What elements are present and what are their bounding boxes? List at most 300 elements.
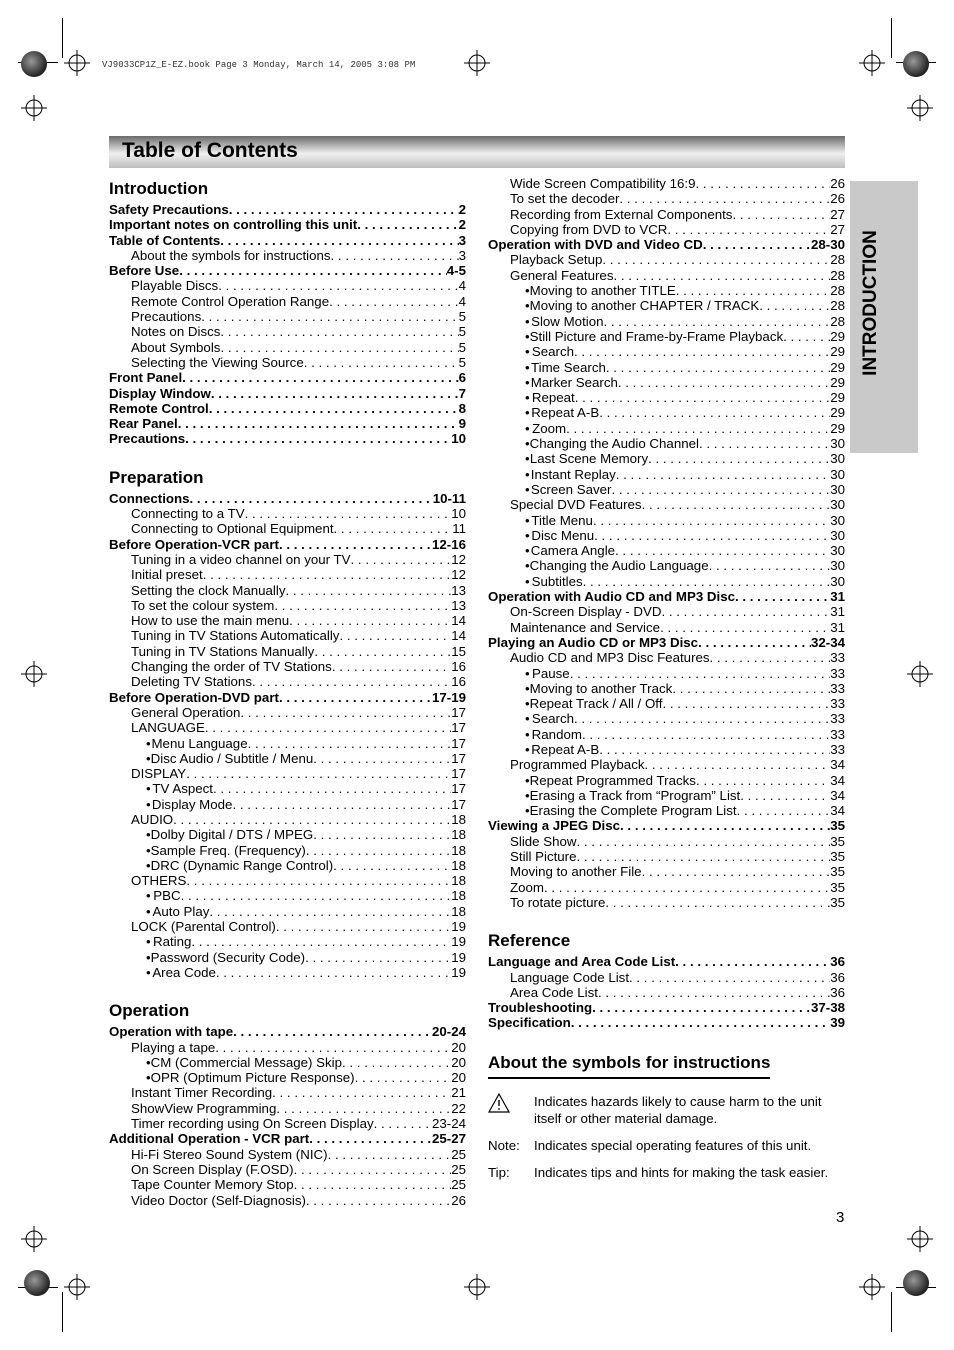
toc-entry xyxy=(488,864,845,879)
toc-entry-page: 34 xyxy=(830,787,845,803)
toc-entry-text: Auto Play xyxy=(152,903,210,919)
bullet-icon: • xyxy=(525,405,530,421)
toc-entry-title xyxy=(530,681,673,696)
toc-entry-title xyxy=(131,674,252,689)
toc-entry-text: Recording from External Components xyxy=(510,206,733,222)
toc-entry xyxy=(488,237,845,252)
toc-entry xyxy=(488,589,845,604)
toc-entry-page: 12 xyxy=(451,567,466,583)
toc-entry-page: 19 xyxy=(451,949,466,965)
toc-entry-text: Language Code List xyxy=(510,969,630,985)
toc-entry-title xyxy=(488,954,675,969)
section-heading: Reference xyxy=(488,931,571,951)
toc-entry xyxy=(109,781,466,796)
dot-leader xyxy=(248,736,452,751)
toc-entry xyxy=(109,309,466,324)
toc-left-column xyxy=(109,176,466,1208)
dot-leader xyxy=(661,604,830,619)
toc-entry-page: 28 xyxy=(830,298,845,314)
toc-entry-title xyxy=(510,849,577,864)
dot-leader xyxy=(606,360,830,375)
toc-entry-page: 26 xyxy=(451,1192,466,1208)
toc-entry-text: Rear Panel xyxy=(109,416,178,432)
toc-entry-page: 19 xyxy=(451,964,466,980)
bullet-icon: • xyxy=(146,796,151,812)
toc-entry-page: 33 xyxy=(830,741,845,757)
toc-entry-text: DISPLAY xyxy=(131,766,187,782)
toc-entry-title xyxy=(131,613,289,628)
toc-entry-title xyxy=(131,659,332,674)
toc-entry-title xyxy=(131,248,331,263)
toc-entry-title xyxy=(510,191,619,206)
toc-entry-page: 35 xyxy=(830,849,845,865)
dot-leader xyxy=(599,405,830,420)
symbol-key: Tip: xyxy=(488,1164,510,1180)
symbol-item-note xyxy=(488,1137,845,1154)
dot-leader xyxy=(201,309,458,324)
toc-entry-page: 5 xyxy=(458,339,466,355)
toc-entry-title xyxy=(510,207,732,222)
toc-entry-title xyxy=(531,314,603,329)
toc-entry-text: Zoom xyxy=(532,420,567,436)
toc-entry-title xyxy=(531,467,616,482)
dot-leader xyxy=(604,314,831,329)
toc-entry xyxy=(488,604,845,619)
dot-leader xyxy=(328,1147,452,1162)
toc-entry-title xyxy=(530,329,783,344)
toc-entry xyxy=(109,506,466,521)
toc-entry xyxy=(109,491,466,506)
dot-leader xyxy=(583,574,831,589)
toc-entry-title xyxy=(488,635,698,650)
toc-entry-title xyxy=(510,252,602,267)
toc-entry-page: 29 xyxy=(830,344,845,360)
dot-leader xyxy=(577,849,831,864)
toc-entry-text: To set the colour system xyxy=(131,597,275,613)
bullet-icon: • xyxy=(146,888,151,904)
toc-entry-text: AUDIO xyxy=(131,811,174,827)
toc-entry-text: Wide Screen Compatibility 16:9 xyxy=(510,176,696,191)
toc-entry xyxy=(488,176,845,191)
toc-entry-text: Precautions xyxy=(109,431,186,447)
toc-entry-text: Tape Counter Memory Stop xyxy=(131,1177,294,1193)
toc-entry xyxy=(488,558,845,573)
dot-leader xyxy=(676,283,830,298)
bullet-icon: • xyxy=(146,750,151,766)
toc-entry xyxy=(488,222,845,237)
dot-leader xyxy=(285,583,451,598)
toc-entry-title xyxy=(510,176,696,191)
toc-entry-text: Initial preset xyxy=(131,567,203,583)
toc-entry xyxy=(488,451,845,466)
toc-entry-title xyxy=(151,950,305,965)
section-heading: Introduction xyxy=(109,179,209,198)
toc-entry-text: Erasing a Track from “Program” List xyxy=(529,787,741,803)
toc-entry-page: 33 xyxy=(830,726,845,742)
toc-entry-title xyxy=(531,528,594,543)
dot-leader xyxy=(645,757,831,772)
dot-leader xyxy=(314,644,451,659)
toc-entry xyxy=(109,583,466,598)
dot-leader xyxy=(709,558,831,573)
dot-leader xyxy=(220,340,458,355)
dot-leader xyxy=(577,834,831,849)
dot-leader xyxy=(740,788,830,803)
toc-entry-title xyxy=(131,644,314,659)
bullet-icon: • xyxy=(525,512,530,528)
dot-leader xyxy=(276,1101,451,1116)
title-bar xyxy=(109,136,845,168)
toc-entry-text: Repeat Programmed Tracks xyxy=(529,772,696,788)
toc-entry-text: Search xyxy=(531,711,575,727)
toc-entry xyxy=(488,314,845,329)
toc-entry-title xyxy=(510,604,661,619)
toc-entry-text: Erasing the Complete Program List xyxy=(529,803,737,819)
crop-mark xyxy=(62,18,63,58)
toc-entry-page: 30 xyxy=(830,436,845,452)
toc-entry-page: 7 xyxy=(458,385,466,401)
toc-entry-page: 28 xyxy=(830,283,845,299)
toc-entry-page: 13 xyxy=(451,597,466,613)
symbols-section xyxy=(488,1031,845,1181)
toc-entry-page: 30 xyxy=(830,466,845,482)
dot-leader xyxy=(220,324,458,339)
toc-entry xyxy=(488,329,845,344)
symbol-key xyxy=(488,1093,534,1127)
toc-entry-page: 10 xyxy=(451,431,466,447)
registration-target-icon xyxy=(907,661,933,687)
toc-entry-text: General Features xyxy=(510,267,614,283)
toc-entry xyxy=(109,1147,466,1162)
toc-entry-page: 35 xyxy=(830,894,845,910)
toc-entry xyxy=(109,919,466,934)
toc-entry-page: 16 xyxy=(451,674,466,690)
toc-entry-title xyxy=(510,620,660,635)
toc-entry-page: 17 xyxy=(451,796,466,812)
toc-entry-title xyxy=(531,360,606,375)
registration-target-icon xyxy=(21,1226,47,1252)
dot-leader xyxy=(732,207,830,222)
registration-target-icon xyxy=(21,661,47,687)
toc-entry-title xyxy=(131,1101,276,1116)
symbol-text: Indicates special operating features of this unit. xyxy=(534,1137,812,1153)
toc-entry xyxy=(488,482,845,497)
section-heading: Operation xyxy=(109,1001,190,1021)
toc-entry xyxy=(488,696,845,711)
dot-leader xyxy=(696,773,830,788)
toc-entry-page: 35 xyxy=(830,879,845,895)
dot-leader xyxy=(289,613,451,628)
toc-entry xyxy=(109,263,466,278)
toc-entry-page: 30 xyxy=(830,451,845,467)
toc-entry-page: 31 xyxy=(830,589,845,605)
toc-entry xyxy=(488,773,845,788)
dot-leader xyxy=(672,681,830,696)
dot-leader xyxy=(703,237,811,252)
toc-entry-page: 17 xyxy=(451,735,466,751)
symbol-item-warning xyxy=(488,1093,845,1127)
toc-entry xyxy=(109,797,466,812)
toc-entry-page: 30 xyxy=(830,512,845,528)
toc-entry-text: Operation with DVD and Video CD xyxy=(488,237,703,253)
toc-entry xyxy=(109,1193,466,1208)
toc-entry-text: Repeat A-B xyxy=(531,405,600,421)
toc-entry-title xyxy=(510,970,629,985)
bullet-icon: • xyxy=(146,949,151,965)
toc-entry-page: 16 xyxy=(451,659,466,675)
toc-entry-title xyxy=(510,895,605,910)
warning-triangle-icon xyxy=(488,1093,510,1113)
dot-leader xyxy=(211,386,459,401)
toc-entry-title xyxy=(530,773,696,788)
toc-entry xyxy=(109,340,466,355)
toc-entry-text: Timer recording using On Screen Display xyxy=(131,1116,374,1132)
dot-leader xyxy=(374,1116,432,1131)
toc-entry-title xyxy=(131,1040,215,1055)
toc-entry-page: 28 xyxy=(830,252,845,268)
dot-leader xyxy=(582,727,830,742)
toc-entry-page: 17 xyxy=(451,781,466,797)
toc-entry xyxy=(109,858,466,873)
bullet-icon: • xyxy=(525,328,530,344)
toc-entry-title xyxy=(488,818,620,833)
dot-leader xyxy=(313,751,451,766)
toc-right-column xyxy=(488,176,845,1181)
dot-leader xyxy=(620,818,830,833)
toc-entry-title xyxy=(109,416,178,431)
toc-entry-text: Still Picture xyxy=(510,849,577,865)
toc-entry-title xyxy=(109,690,279,705)
toc-entry-title xyxy=(109,202,229,217)
toc-entry-title xyxy=(131,720,205,735)
toc-entry-page: 17 xyxy=(451,720,466,736)
toc-entry-text: Pause xyxy=(532,665,570,681)
toc-entry-text: General Operation xyxy=(131,704,241,720)
toc-entry-page: 5 xyxy=(458,354,466,370)
toc-entry-page: 3 xyxy=(458,232,466,248)
toc-entry-title xyxy=(510,985,598,1000)
toc-entry-text: Title Menu xyxy=(531,512,593,528)
toc-entry-title xyxy=(131,628,339,643)
dot-leader xyxy=(276,919,451,934)
toc-entry xyxy=(488,818,845,833)
bullet-icon: • xyxy=(146,857,151,873)
toc-entry-title xyxy=(510,268,613,283)
toc-entry-text: Troubleshooting xyxy=(488,1000,593,1016)
toc-entry xyxy=(109,217,466,232)
toc-entry-page: 39 xyxy=(830,1015,845,1031)
toc-entry xyxy=(109,233,466,248)
bullet-icon: • xyxy=(525,283,530,299)
toc-entry-page: 22 xyxy=(451,1100,466,1116)
toc-entry-page: 10 xyxy=(451,506,466,522)
toc-entry-title xyxy=(510,864,642,879)
toc-entry-page: 27 xyxy=(830,221,845,237)
toc-entry xyxy=(488,513,845,528)
toc-entry-title xyxy=(152,965,216,980)
crop-mark xyxy=(891,1292,892,1332)
bullet-icon: • xyxy=(525,298,530,314)
toc-entry xyxy=(109,324,466,339)
toc-entry xyxy=(109,386,466,401)
bullet-icon: • xyxy=(146,934,151,950)
toc-entry-page: 13 xyxy=(451,582,466,598)
toc-entry-page: 4 xyxy=(458,293,466,309)
toc-entry xyxy=(488,742,845,757)
dot-leader xyxy=(272,1085,451,1100)
dot-leader xyxy=(566,421,830,436)
bullet-icon: • xyxy=(146,842,151,858)
toc-entry-page: 8 xyxy=(458,400,466,416)
bullet-icon: • xyxy=(525,420,530,436)
toc-entry-title xyxy=(152,904,209,919)
bullet-icon: • xyxy=(146,1054,151,1070)
toc-entry-text: PBC xyxy=(153,888,181,904)
toc-entry-title xyxy=(530,298,760,313)
toc-entry xyxy=(488,268,845,283)
toc-entry-title xyxy=(131,1085,272,1100)
bullet-icon: • xyxy=(525,772,530,788)
dot-leader xyxy=(304,355,459,370)
toc-entry xyxy=(488,727,845,742)
toc-entry-page: 10-11 xyxy=(432,490,466,506)
toc-entry-text: Dolby Digital / DTS / MPEG xyxy=(150,827,314,843)
toc-entry-text: About Symbols xyxy=(131,339,221,355)
toc-entry-text: TV Aspect xyxy=(152,781,213,797)
toc-entry xyxy=(109,1070,466,1085)
toc-entry-text: Operation with Audio CD and MP3 Disc xyxy=(488,589,735,605)
toc-entry xyxy=(109,766,466,781)
toc-entry-page: 14 xyxy=(451,613,466,629)
toc-entry xyxy=(109,552,466,567)
toc-entry-title xyxy=(131,873,186,888)
toc-entry-page: 26 xyxy=(830,191,845,207)
dot-leader xyxy=(190,491,433,506)
dot-leader xyxy=(274,598,451,613)
toc-entry xyxy=(109,1162,466,1177)
toc-entry-page: 11 xyxy=(452,521,466,537)
toc-entry-title xyxy=(488,1015,571,1030)
toc-entry-title xyxy=(152,797,233,812)
toc-entry-page: 35 xyxy=(830,864,845,880)
dot-leader xyxy=(333,858,451,873)
dot-leader xyxy=(329,294,459,309)
toc-entry-text: DRC (Dynamic Range Control) xyxy=(150,857,334,873)
toc-entry-page: 34 xyxy=(830,803,845,819)
toc-entry-page: 20 xyxy=(451,1054,466,1070)
toc-entry-text: Setting the clock Manually xyxy=(131,582,286,598)
dot-leader xyxy=(342,1055,451,1070)
toc-entry xyxy=(109,521,466,536)
toc-entry-title xyxy=(531,375,618,390)
toc-entry-page: 20 xyxy=(451,1039,466,1055)
toc-entry-title xyxy=(530,788,741,803)
toc-entry-text: Precautions xyxy=(131,309,202,325)
toc-entry-page: 2 xyxy=(458,217,466,233)
toc-entry xyxy=(109,827,466,842)
toc-entry-title xyxy=(530,283,676,298)
bullet-icon: • xyxy=(525,726,530,742)
registration-target-icon xyxy=(64,50,90,76)
toc-entry-page: 30 xyxy=(830,543,845,559)
toc-entry-page: 25 xyxy=(451,1146,466,1162)
toc-entry xyxy=(109,416,466,431)
toc-entry xyxy=(488,207,845,222)
toc-entry-title xyxy=(531,482,612,497)
registration-dot-icon xyxy=(21,51,47,77)
toc-entry-text: Important notes on controlling this unit xyxy=(109,217,358,233)
toc-entry-text: Playing a tape xyxy=(131,1039,216,1055)
dot-leader xyxy=(182,370,458,385)
toc-entry xyxy=(109,888,466,903)
toc-entry-title xyxy=(151,1070,355,1085)
dot-leader xyxy=(173,812,451,827)
bullet-icon: • xyxy=(525,313,530,329)
toc-entry xyxy=(109,1131,466,1146)
toc-entry xyxy=(109,812,466,827)
toc-entry-text: Language and Area Code List xyxy=(488,954,676,970)
toc-entry-text: Connections xyxy=(109,490,190,506)
dot-leader xyxy=(209,401,459,416)
toc-entry-text: Instant Timer Recording xyxy=(131,1085,273,1101)
toc-entry-page: 23-24 xyxy=(431,1116,466,1132)
dot-leader xyxy=(593,513,830,528)
toc-entry xyxy=(109,431,466,446)
dot-leader xyxy=(203,567,452,582)
toc-entry-title xyxy=(131,521,334,536)
toc-entry-text: Menu Language xyxy=(151,735,248,751)
dot-leader xyxy=(229,202,459,217)
toc-entry-text: Subtitles xyxy=(531,573,583,589)
toc-entry xyxy=(109,567,466,582)
toc-entry-title xyxy=(530,451,648,466)
dot-leader xyxy=(737,803,831,818)
symbols-heading: About the symbols for instructions xyxy=(488,1053,770,1079)
toc-entry-text: Random xyxy=(531,726,582,742)
toc-entry-title xyxy=(151,736,247,751)
toc-entry-page: 19 xyxy=(451,934,466,950)
toc-entry xyxy=(488,757,845,772)
toc-entry-title xyxy=(131,1193,306,1208)
toc-entry-title xyxy=(109,217,357,232)
registration-target-icon xyxy=(859,1274,885,1300)
dot-leader xyxy=(574,711,830,726)
toc-entry-text: About the symbols for instructions xyxy=(131,247,331,263)
dot-leader xyxy=(220,233,458,248)
dot-leader xyxy=(178,416,459,431)
toc-entry-text: Moving to another CHAPTER / TRACK xyxy=(529,298,760,314)
toc-entry-text: Before Operation-VCR part xyxy=(109,536,279,552)
toc-entry-title xyxy=(131,919,276,934)
toc-entry-title xyxy=(109,401,209,416)
toc-entry-text: Tuning in TV Stations Automatically xyxy=(131,628,340,644)
dot-leader xyxy=(698,635,811,650)
crop-mark xyxy=(891,18,892,58)
toc-entry-title xyxy=(131,294,329,309)
dot-leader xyxy=(618,375,830,390)
toc-entry-page: 25 xyxy=(451,1177,466,1193)
toc-entry xyxy=(109,736,466,751)
toc-entry-page: 29 xyxy=(830,420,845,436)
toc-entry-text: Connecting to a TV xyxy=(131,506,245,522)
toc-entry xyxy=(488,574,845,589)
toc-entry-title xyxy=(109,431,185,446)
toc-entry-page: 27 xyxy=(830,206,845,222)
toc-entry xyxy=(109,355,466,370)
toc-entry-text: Moving to another File xyxy=(510,864,642,880)
toc-entry-page: 15 xyxy=(451,643,466,659)
toc-entry-text: Slide Show xyxy=(510,833,577,849)
